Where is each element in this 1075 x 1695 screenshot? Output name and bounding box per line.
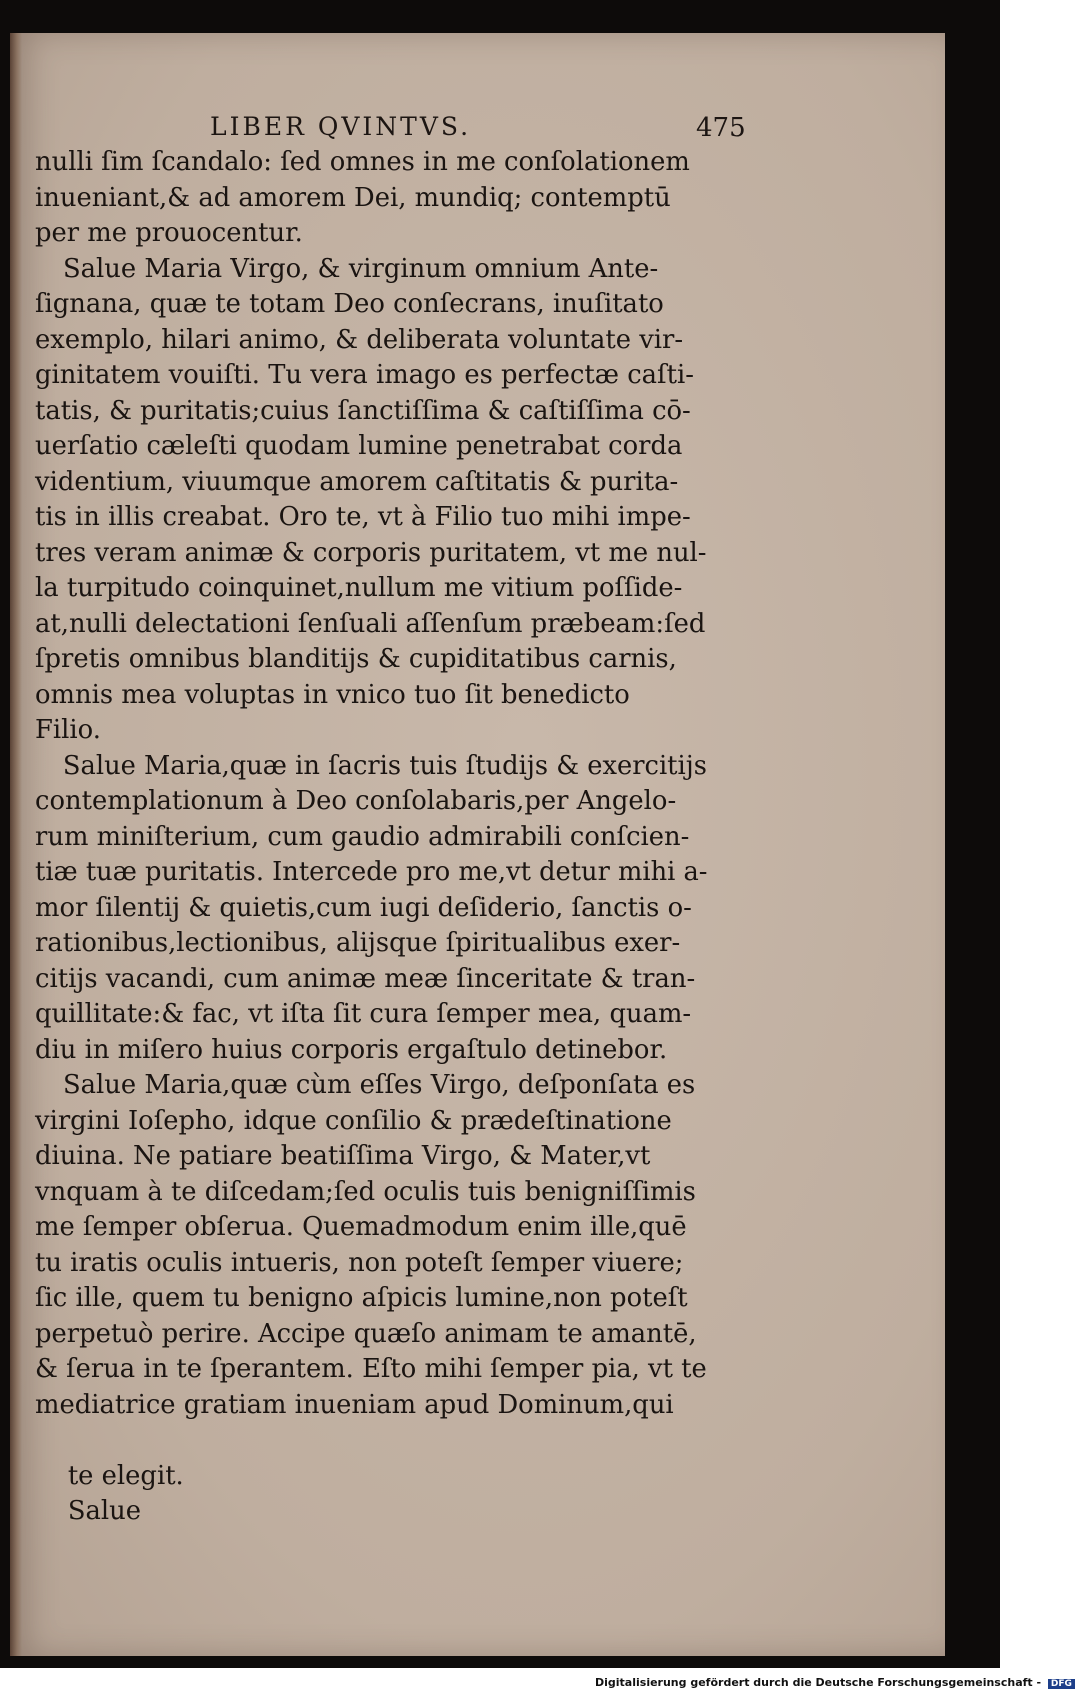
- text-line: quillitate:& fac, vt iſta ſit cura ſemper mea, quam-: [35, 999, 692, 1029]
- text-line: la turpitudo coinquinet,nullum me vitium poſſide-: [35, 573, 683, 603]
- body-text: [35, 145, 715, 1565]
- text-line: diu in miſero huius corporis ergaſtulo detinebor.: [35, 1034, 668, 1065]
- text-line: Salue Maria Virgo, & virginum omnium Ante-: [63, 253, 659, 284]
- digitization-credit: [595, 1676, 1075, 1689]
- running-title: LIBER QVINTVS.: [210, 112, 472, 141]
- text-line: nulli ſim ſcandalo: ſed omnes in me conſolationem: [35, 147, 690, 177]
- text-line: virgini Ioſepho, idque conſilio & prædeſtinatione: [35, 1105, 672, 1136]
- text-line: Salue Maria,quæ in ſacris tuis ſtudijs & exercitijs: [62, 750, 707, 781]
- text-line: Filio.: [35, 715, 101, 745]
- text-line: tis in illis creabat. Oro te, vt à Filio tuo mihi impe-: [35, 502, 691, 532]
- text-line: exemplo, hilari animo, & deliberata voluntate vir-: [35, 324, 684, 355]
- last-line-text: te elegit.: [67, 1460, 184, 1491]
- last-line: [35, 1423, 695, 1565]
- text-line: tu iratis oculis intueris, non poteſt ſemper viuere;: [35, 1247, 684, 1278]
- text-line: diuina. Ne patiare beatiſſima Virgo, & Mater,vt: [35, 1141, 651, 1171]
- text-line: vnquam à te diſcedam;ſed oculis tuis benigniſſimis: [35, 1176, 696, 1207]
- text-line: tres veram animæ & corporis puritatem, vt me nul-: [35, 537, 707, 568]
- text-line: ginitatem vouiſti. Tu vera imago es perfectæ caſti-: [35, 360, 694, 390]
- text-line: tatis, & puritatis;cuius ſanctiſſima & caſtiſſima cō-: [35, 395, 691, 426]
- catchword: Salue: [67, 1496, 141, 1526]
- text-line: inueniant,& ad amorem Dei, mundiq; contemptū: [35, 182, 671, 213]
- text-line: ſic ille, quem tu benigno aſpicis lumine,non poteſt: [35, 1283, 688, 1313]
- page-gutter: [10, 33, 22, 1656]
- text-line: ſignana, quæ te totam Deo conſecrans, inuſitato: [35, 289, 664, 319]
- text-line: per me prouocentur.: [35, 218, 303, 248]
- text-line: rum miniſterium, cum gaudio admirabili conſcien-: [35, 821, 690, 852]
- text-line: ſpretis omnibus blanditijs & cupiditatibus carnis,: [35, 644, 677, 674]
- text-line: videntium, viuumque amorem caſtitatis & purita-: [35, 466, 679, 497]
- text-line: citijs vacandi, cum animæ meæ ſinceritate & tran-: [35, 963, 696, 994]
- text-line: mediatrice gratiam inueniam apud Dominum,qui: [35, 1389, 674, 1420]
- text-line: Salue Maria,quæ cùm eſſes Virgo, deſponſata es: [63, 1070, 696, 1100]
- text-line: omnis mea voluptas in vnico tuo ſit benedicto: [35, 679, 630, 710]
- text-line: tiæ tuæ puritatis. Intercede pro me,vt detur mihi a-: [35, 857, 708, 887]
- text-line: at,nulli delectationi ſenſuali aſſenſum præbeam:ſed: [35, 608, 706, 639]
- text-line: mor ſilentij & quietis,cum iugi deſiderio, ſanctis o-: [35, 892, 692, 923]
- text-line: uerſatio cæleſti quodam lumine penetrabat corda: [35, 431, 683, 461]
- text-line: perpetuò perire. Accipe quæſo animam te amantē,: [35, 1318, 697, 1349]
- text-line: contemplationum à Deo conſolabaris,per Angelo-: [35, 786, 677, 816]
- text-line: rationibus,lectionibus, alijsque ſpiritualibus exer-: [35, 928, 681, 958]
- text-line: me ſemper obſerua. Quemadmodum enim ille,quē: [35, 1212, 687, 1242]
- credit-text: Digitalisierung gefördert durch die Deutsche Forschungsgemeinschaft -: [595, 1676, 1042, 1689]
- dfg-logo: DFG: [1048, 1679, 1075, 1689]
- text-line: & ſerua in te ſperantem. Eſto mihi ſemper pia, vt te: [35, 1354, 707, 1384]
- page-number: 475: [696, 113, 746, 143]
